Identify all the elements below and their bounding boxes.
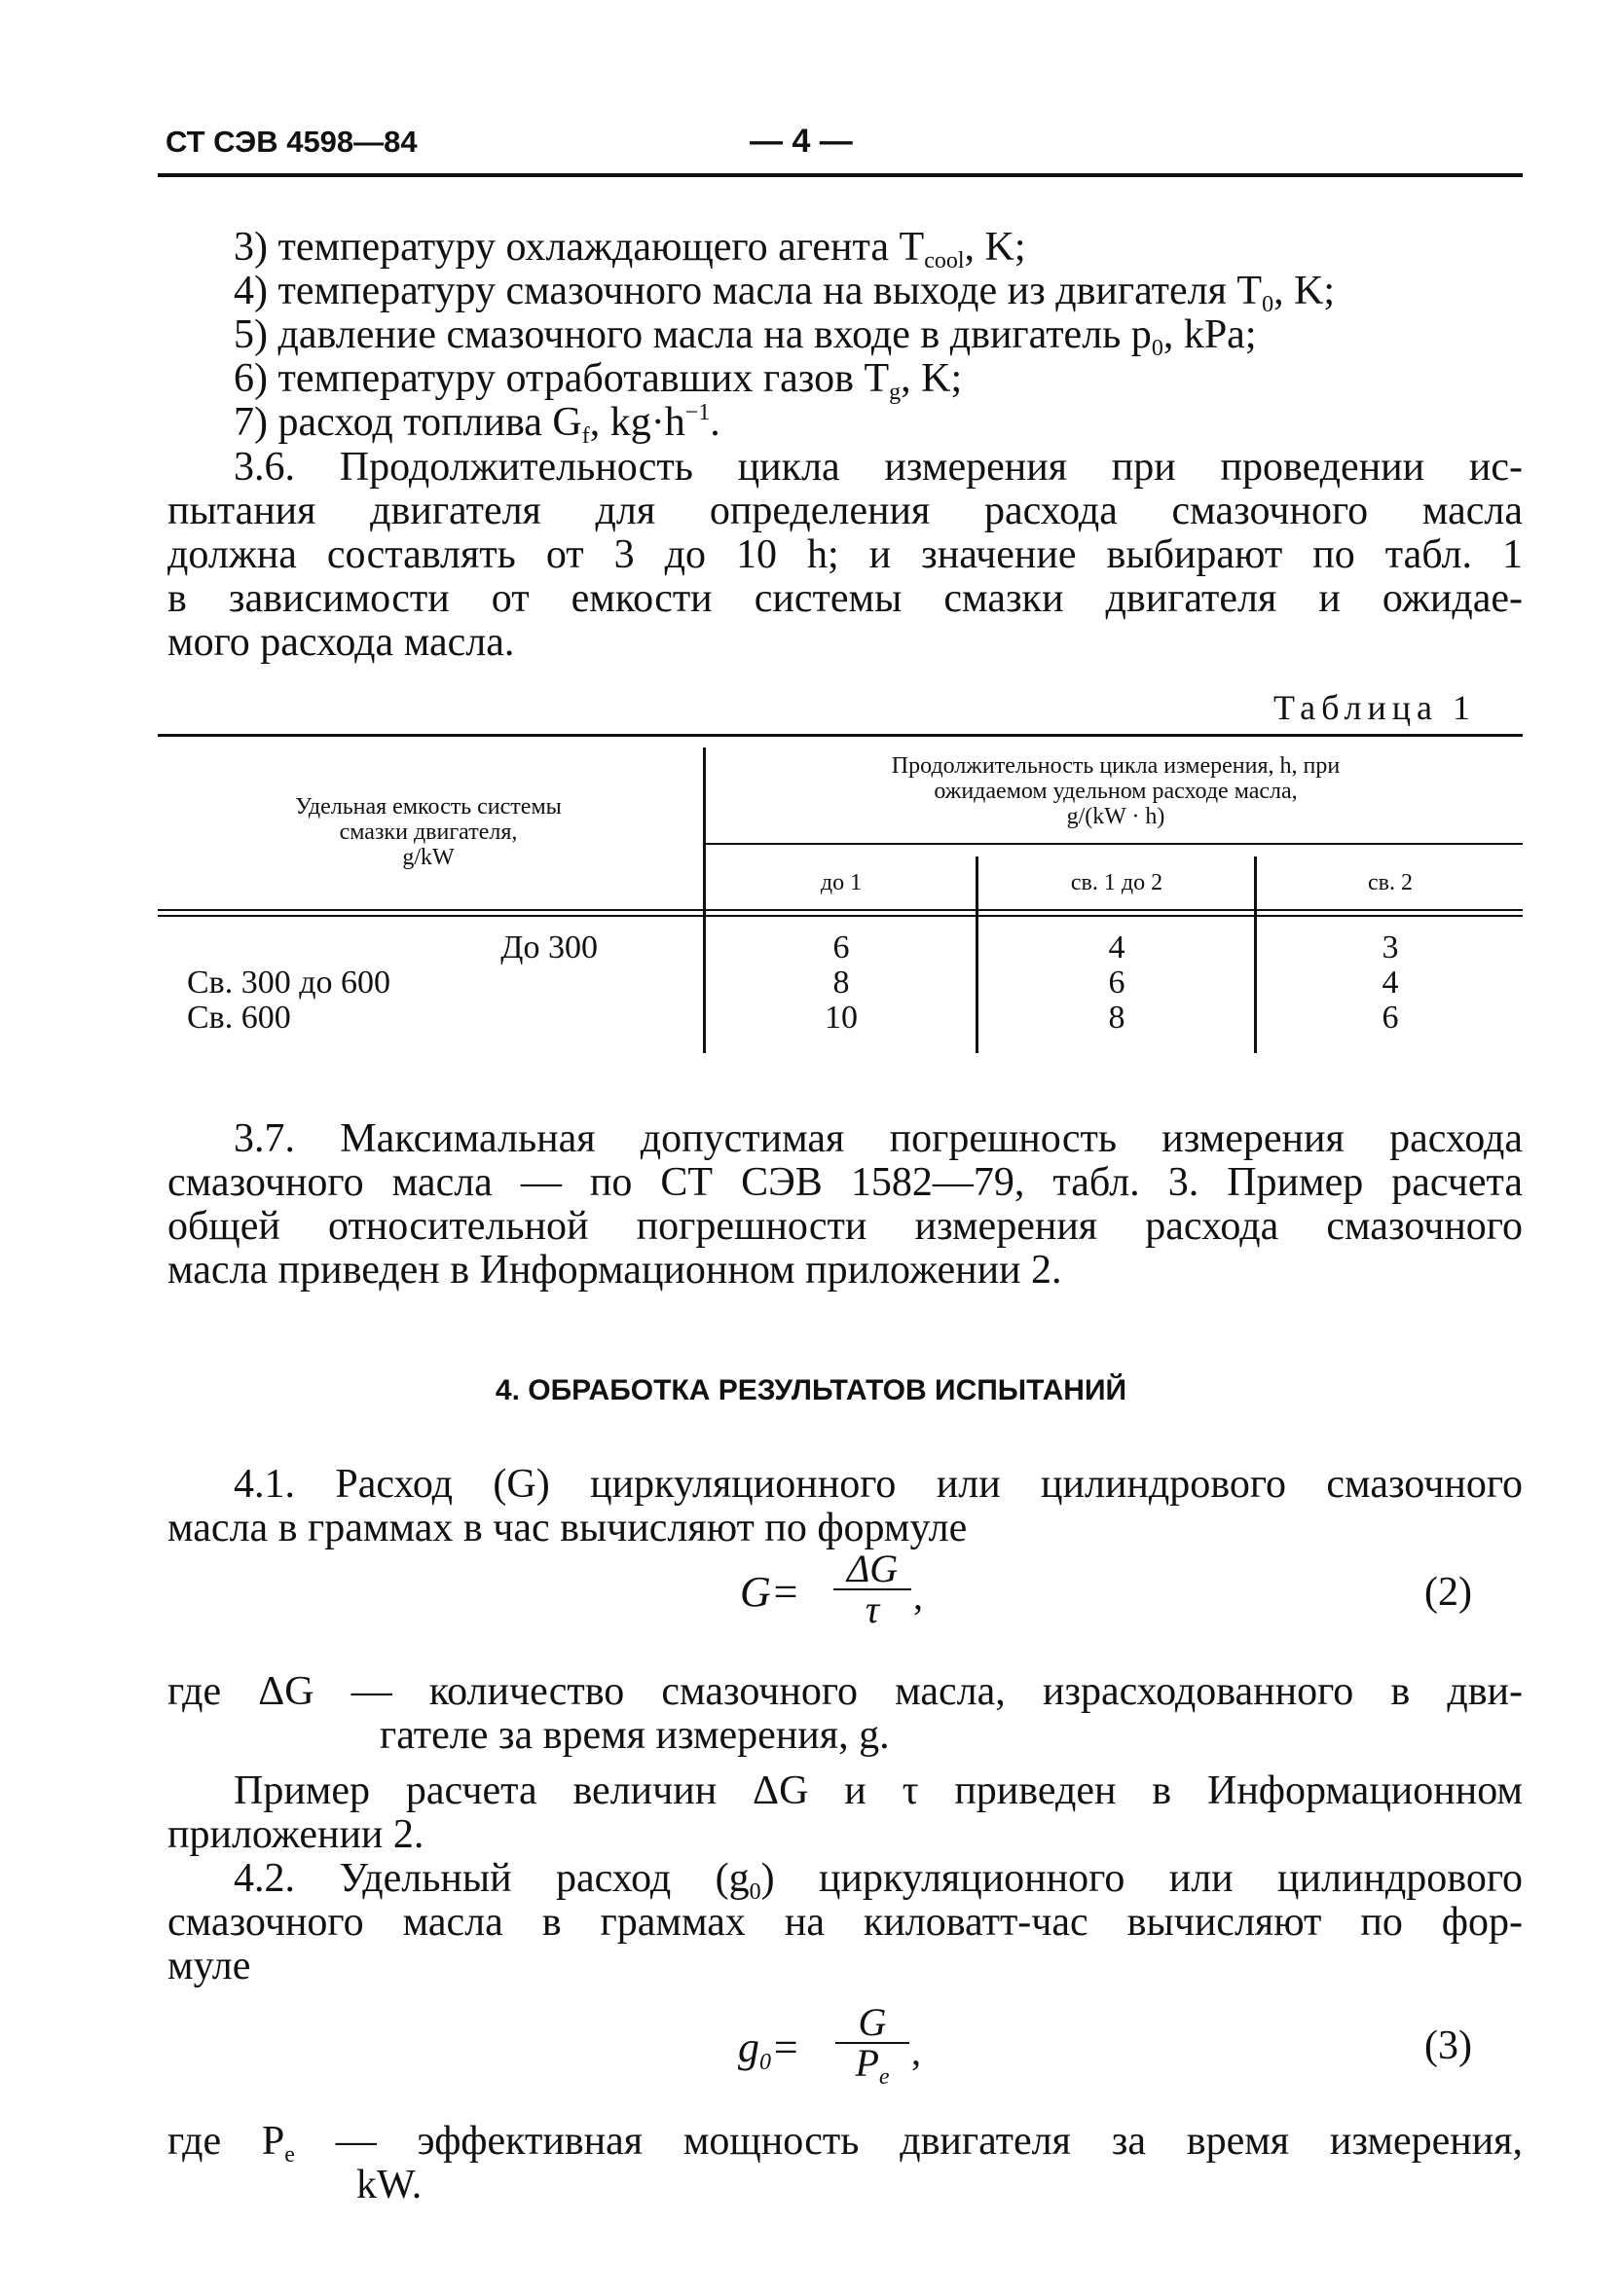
list-item: 7) расход топлива $G_f$, $kg\cdot h^{-1}$. (234, 400, 720, 449)
header-bottom-rule (158, 915, 1523, 917)
column-divider (976, 856, 978, 1053)
column-divider (1254, 856, 1257, 1053)
where-3-line: kW. (356, 2163, 423, 2207)
cell: 4 (1108, 929, 1125, 966)
section-heading: 4. ОБРАБОТКА РЕЗУЛЬТАТОВ ИСПЫТАНИЙ (495, 1374, 1127, 1406)
paragraph-4-2-line: смазочного масла в граммах на киловатт-час вычисляют по фор- (167, 1900, 1523, 1945)
subheader-1: до 1 (820, 870, 863, 895)
where-2-line: гателе за время измерения, g. (380, 1713, 890, 1758)
paragraph-3-6-line: 3.6. Продолжительность цикла измерения при проведении ис- (234, 445, 1523, 490)
formula-2-numerator: ΔG (833, 1549, 911, 1590)
paragraph-3-7-line: общей относительной погрешности измерения расхода смазочного (167, 1204, 1523, 1249)
table-top-rule (158, 734, 1523, 737)
cell: 8 (832, 965, 850, 1001)
formula-2-number: (2) (1424, 1570, 1472, 1615)
where-2-line: где ΔG — количество смазочного масла, израсходованного в дви- (167, 1669, 1523, 1714)
example-line: Пример расчета величин ΔG и τ приведен в Информационном (234, 1768, 1523, 1813)
subheader-2: св. 1 до 2 (1070, 870, 1163, 895)
row-label: Св. 300 до 600 (187, 965, 391, 1001)
column-divider (703, 747, 706, 1053)
formula-3-lhs: $g_0=$ (738, 2023, 800, 2075)
formula-2-denominator: τ (865, 1587, 880, 1631)
cell: 3 (1382, 929, 1399, 966)
row-label: Св. 600 (187, 1000, 291, 1036)
list-item: 6) температуру отработавших газов $T_g$, K; (234, 356, 963, 405)
formula-3-numerator: G (835, 2003, 909, 2044)
paragraph-3-6-line: мого расхода масла. (167, 620, 515, 665)
paragraph-4-2-line: 4.2. Удельный расход $(g_0)$ циркуляционного или цилиндрового (234, 1856, 1523, 1905)
paragraph-4-2-line: муле (167, 1944, 251, 1988)
paragraph-4-1-line: масла в граммах в час вычисляют по формуле (167, 1506, 968, 1550)
page-header (166, 125, 1521, 164)
formula-3-fraction (835, 2000, 909, 2090)
page-number: — 4 — (750, 123, 853, 160)
formula-3-comma: , (911, 2029, 921, 2073)
paragraph-3-6-line: пытания двигателя для определения расхода смазочного масла (167, 489, 1523, 533)
example-line: приложении 2. (167, 1812, 424, 1857)
row-label: До 300 (500, 929, 598, 966)
list-item: 3) температуру охлаждающего агента $T_{cool}$, K; (234, 225, 1026, 273)
formula-2-comma: , (913, 1574, 923, 1618)
header-bottom-rule (158, 909, 1523, 911)
list-item: 5) давление смазочного масла на входе в двигатель $p_0$, kPa; (234, 312, 1257, 361)
group-header-rule (705, 843, 1523, 845)
cell: 10 (825, 1000, 858, 1036)
paragraph-3-7-line: масла приведен в Информационном приложении 2. (167, 1248, 1062, 1293)
paragraph-3-7-line: смазочного масла — по СТ СЭВ 1582—79, табл. 3. Пример расчета (167, 1160, 1523, 1205)
header-rule (158, 173, 1523, 177)
cell: 6 (1108, 965, 1125, 1001)
formula-2-lhs: G= (740, 1568, 800, 1616)
formula-2-fraction (833, 1549, 911, 1629)
subheader-3: св. 2 (1368, 870, 1413, 895)
cell: 4 (1382, 965, 1399, 1001)
group-header: Продолжительность цикла измерения, h, при ожидаемом удельном расходе масла, g/(kW · h) (891, 753, 1341, 829)
cell: 6 (832, 929, 850, 966)
where-3-line: где $P_e$ — эффективная мощность двигателя за время измерения, (167, 2119, 1523, 2168)
paragraph-4-1-line: 4.1. Расход (G) циркуляционного или цилиндрового смазочного (234, 1462, 1523, 1507)
col1-header: Удельная емкость системы смазки двигателя, g/kW (295, 794, 562, 870)
paragraph-3-7-line: 3.7. Максимальная допустимая погрешность измерения расхода (234, 1116, 1523, 1161)
formula-3-number: (3) (1424, 2023, 1472, 2068)
cell: 8 (1108, 1000, 1125, 1036)
formula-3-denominator: $P_e$ (855, 2041, 890, 2090)
table-1 (158, 734, 1523, 1065)
standard-code: СТ СЭВ 4598—84 (166, 125, 418, 159)
table-caption: Таблица 1 (1273, 688, 1476, 727)
cell: 6 (1382, 1000, 1399, 1036)
paragraph-3-6-line: в зависимости от емкости системы смазки двигателя и ожидае- (167, 576, 1523, 621)
list-item: 4) температуру смазочного масла на выходе из двигателя $T_0$, K; (234, 269, 1336, 317)
paragraph-3-6-line: должна составлять от 3 до 10 h; и значение выбирают по табл. 1 (167, 532, 1523, 577)
